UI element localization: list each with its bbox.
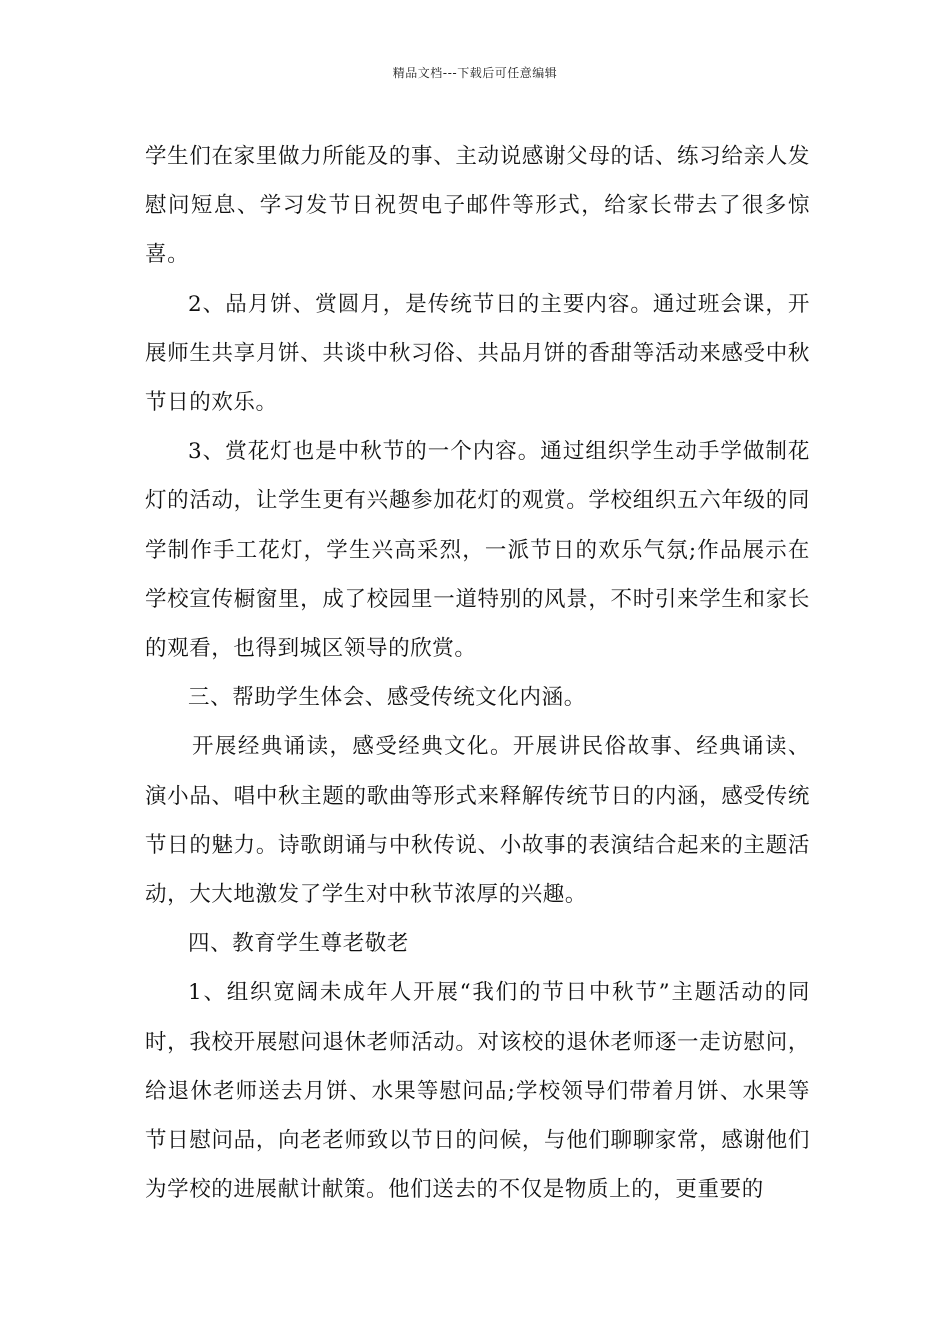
paragraph-continuation: 学生们在家里做力所能及的事、主动说感谢父母的话、练习给亲人发慰问短息、学习发节日祝贺电子邮件等形式，给家长带去了很多惊喜。 [145, 144, 810, 268]
paragraph-retired-teachers: 1、组织宽阔未成年人开展“我们的节日中秋节”主题活动的同时，我校开展慰问退休老师活动。对该校的退休老师逐一走访慰问，给退休老师送去月饼、水果等慰问品;学校领导们带着月饼、水果等节日慰问品，向老老师致以节日的问候，与他们聊聊家常，感谢他们为学校的进展献计献策。他们送去的不仅是物质上的，更重要的 [145, 980, 810, 1203]
paragraph-lanterns: 3、赏花灯也是中秋节的一个内容。通过组织学生动手学做制花灯的活动，让学生更有兴趣参加花灯的观赏。学校组织五六年级的同学制作手工花灯，学生兴高采烈，一派节日的欢乐气氛;作品展示在学校宣传橱窗里，成了校园里一道特别的风景，不时引来学生和家长的观看，也得到城区领导的欣赏。 [145, 439, 810, 662]
document-body [145, 132, 810, 1214]
page-header: 精品文档---下载后可任意编辑 [392, 66, 558, 80]
paragraph-mooncake: 2、品月饼、赏圆月，是传统节日的主要内容。通过班会课，开展师生共享月饼、共谈中秋习俗、共品月饼的香甜等活动来感受中秋节日的欢乐。 [145, 291, 810, 416]
section-heading-culture: 三、帮助学生体会、感受传统文化内涵。 [188, 685, 586, 711]
paragraph-classics: 开展经典诵读，感受经典文化。开展讲民俗故事、经典诵读、演小品、唱中秋主题的歌曲等形式来释解传统节日的内涵，感受传统节日的魅力。诗歌朗诵与中秋传说、小故事的表演结合起来的主题活动，大大地激发了学生对中秋节浓厚的兴趣。 [145, 734, 810, 908]
section-heading-respect-elders: 四、教育学生尊老敬老 [188, 931, 410, 957]
